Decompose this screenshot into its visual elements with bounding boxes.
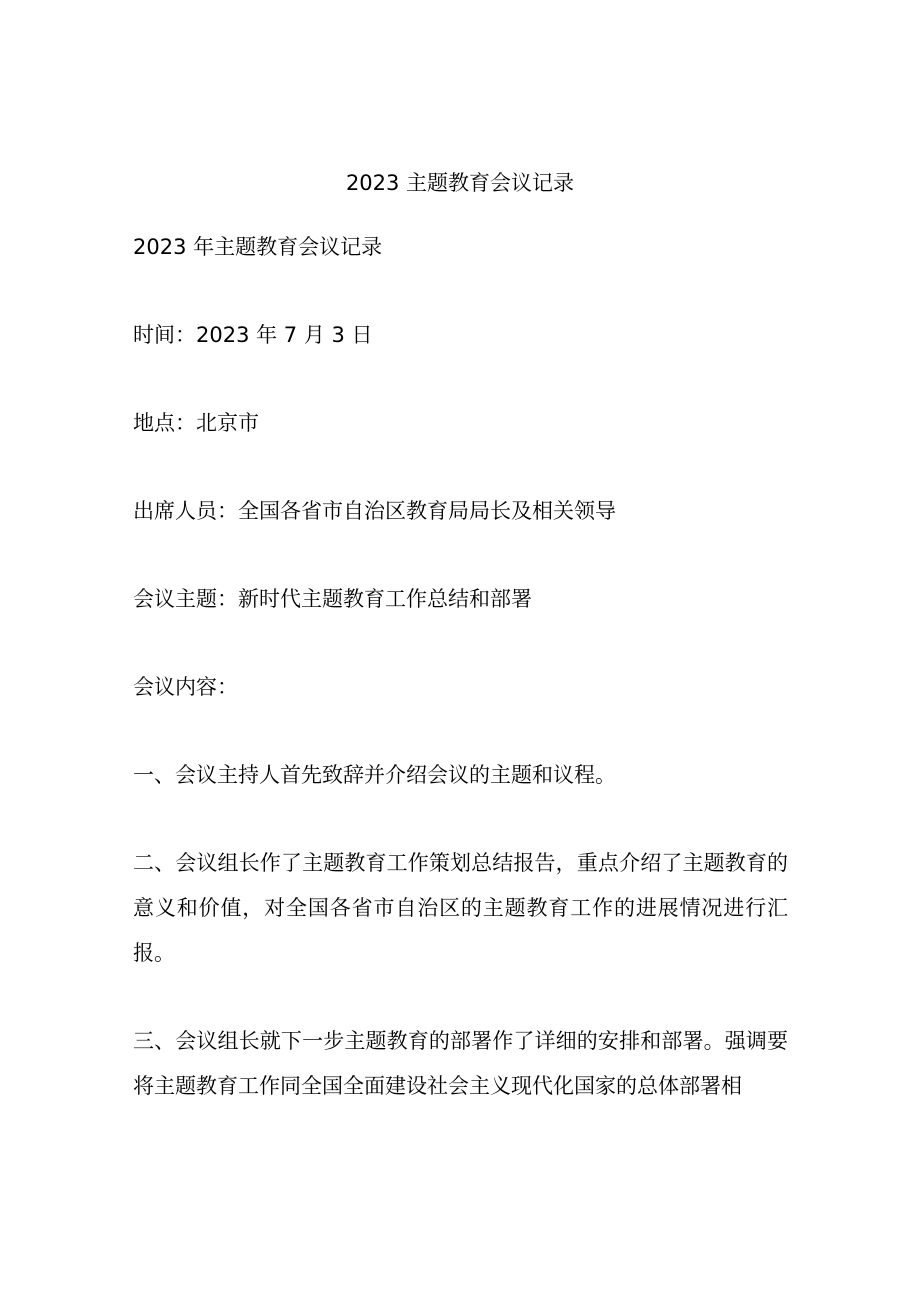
agenda-item-2: 二、会议组长作了主题教育工作策划总结报告，重点介绍了主题教育的意义和价值，对全国各省市自治区的主题教育工作的进展情况进行汇报。 xyxy=(133,851,788,965)
agenda-item-1: 一、会议主持人首先致辞并介绍会议的主题和议程。 xyxy=(133,763,616,787)
meeting-time: 时间：2023 年 7 月 3 日 xyxy=(133,323,373,347)
meeting-content-heading: 会议内容： xyxy=(133,675,238,699)
meeting-theme: 会议主题：新时代主题教育工作总结和部署 xyxy=(133,587,532,611)
meeting-location: 地点：北京市 xyxy=(133,411,259,435)
document-subtitle: 2023 年主题教育会议记录 xyxy=(133,235,383,259)
agenda-item-3: 三、会议组长就下一步主题教育的部署作了详细的安排和部署。强调要将主题教育工作同全国全面建设社会主义现代化国家的总体部署相 xyxy=(133,1029,788,1098)
meeting-attendees: 出席人员：全国各省市自治区教育局局长及相关领导 xyxy=(133,499,616,523)
document-title: 2023 主题教育会议记录 xyxy=(345,171,575,195)
document-body xyxy=(133,225,788,1152)
